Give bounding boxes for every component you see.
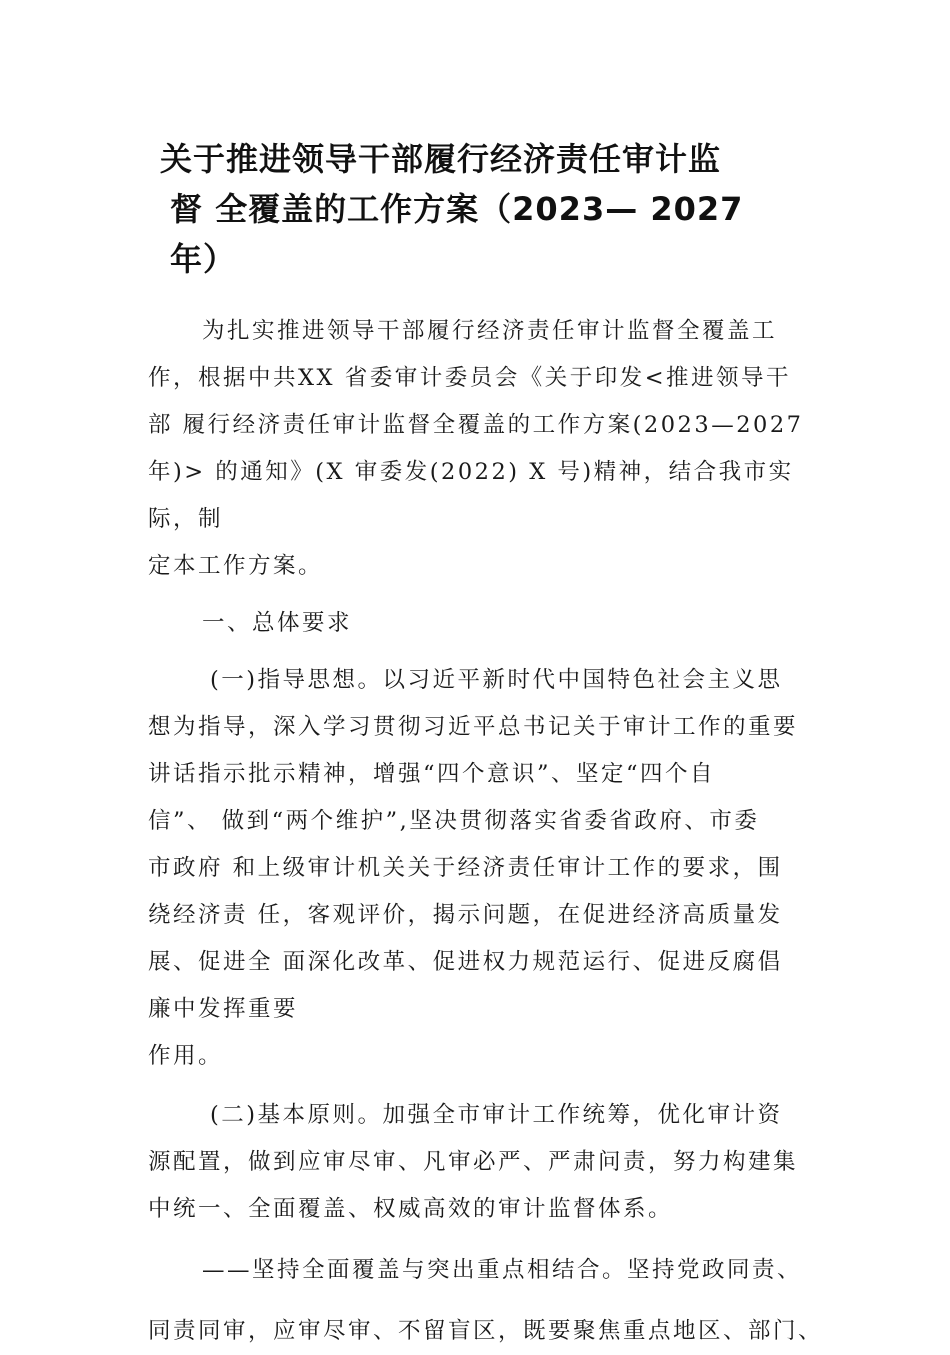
guiding-line: 讲话指示批示精神，增强“四个意识”、坚定“四个自 — [148, 761, 716, 787]
intro-line: 部 履行经济责任审计监督全覆盖的工作方案(2023—2027 — [148, 412, 804, 438]
title-line-2: 督 全覆盖的工作方案（2023— 2027 — [170, 190, 744, 228]
principles-line: 中统一、全面覆盖、权威高效的审计监督体系。 — [148, 1196, 674, 1222]
point-line: ——坚持全面覆盖与突出重点相结合。坚持党政同责、 — [202, 1257, 803, 1283]
principles-line: 源配置，做到应审尽审、凡审必严、严肃问责，努力构建集 — [148, 1149, 799, 1175]
guiding-line: 市政府 和上级审计机关关于经济责任审计工作的要求，围 — [148, 855, 783, 881]
guiding-line: 想为指导，深入学习贯彻习近平总书记关于审计工作的重要 — [148, 714, 799, 740]
intro-line: 年)> 的通知》(X 审委发(2022) X 号)精神，结合我市实 — [148, 459, 794, 485]
intro-line: 作，根据中共XX 省委审计委员会《关于印发<推进领导干 — [148, 365, 792, 391]
guiding-line: 展、促进全 面深化改革、促进权力规范运行、促进反腐倡 — [148, 949, 783, 975]
intro-line: 为扎实推进领导干部履行经济责任审计监督全覆盖工 — [202, 318, 778, 344]
guiding-line: 信”、 做到“两个维护”,坚决贯彻落实省委省政府、市委 — [148, 808, 760, 834]
title-line-1: 关于推进领导干部履行经济责任审计监 — [160, 140, 722, 178]
title-line-3: 年） — [170, 240, 237, 278]
point-line: 同责同审，应审尽审、不留盲区，既要聚焦重点地区、部门、 — [148, 1318, 824, 1344]
principles-line: (二)基本原则。加强全市审计工作统筹，优化审计资 — [210, 1102, 783, 1128]
document-title — [160, 134, 800, 284]
section-heading: 一、总体要求 — [202, 610, 353, 636]
document-body — [148, 308, 824, 1355]
guiding-line: 廉中发挥重要 — [148, 996, 299, 1022]
guiding-line: 绕经济责 任，客观评价，揭示问题，在促进经济高质量发 — [148, 902, 783, 928]
guiding-line: 作用。 — [148, 1043, 224, 1069]
intro-line: 际，制 — [148, 506, 224, 532]
guiding-line: (一)指导思想。以习近平新时代中国特色社会主义思 — [210, 667, 783, 693]
intro-line: 定本工作方案。 — [148, 553, 324, 579]
